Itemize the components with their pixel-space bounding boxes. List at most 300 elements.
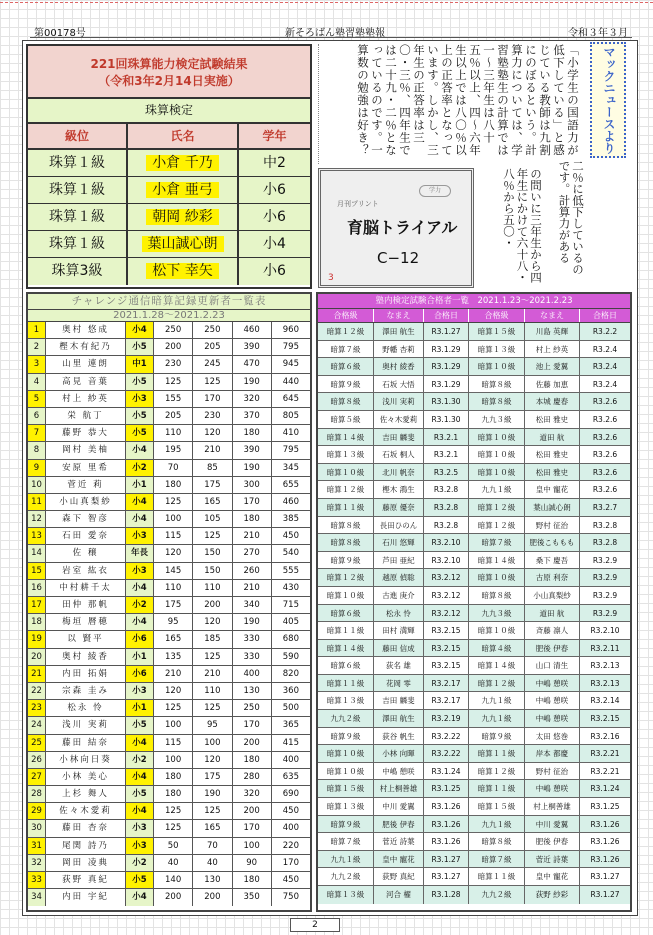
pass-level-2: 暗算１２級 (469, 499, 525, 516)
row-number: 30 (28, 820, 46, 836)
pass-level-2: 九九１級 (469, 710, 525, 727)
score-2: 105 (193, 511, 232, 527)
score-2: 165 (193, 820, 232, 836)
passer-name-2: 葉山誠心朗 (525, 499, 580, 516)
pass-date: R3.2.1 (424, 446, 469, 463)
pass-level: 暗算６級 (318, 358, 374, 375)
pass-level-2: 暗算１４級 (469, 552, 525, 569)
score-3: 180 (233, 425, 272, 441)
school-year: 小2 (126, 460, 154, 476)
pass-date: R3.1.30 (424, 393, 469, 410)
challenge-row (28, 339, 310, 356)
challenge-row (28, 408, 310, 425)
score-3: 250 (233, 700, 272, 716)
score-3: 180 (233, 511, 272, 527)
row-number: 5 (28, 391, 46, 407)
passer-name: 藤原 優奈 (374, 499, 424, 516)
pass-level: 暗算８級 (318, 393, 374, 410)
score-total: 345 (272, 460, 310, 476)
passer-name-2: 中嶋 憩咲 (525, 710, 580, 727)
row-number: 2 (28, 339, 46, 355)
row-number: 7 (28, 425, 46, 441)
passer-name: 長田ひのん (374, 517, 424, 534)
pass-date-2: R3.2.8 (580, 534, 630, 551)
passer-name: 澤田 航生 (374, 710, 424, 727)
score-total: 715 (272, 597, 310, 613)
challenge-row (28, 752, 310, 769)
challenge-row (28, 460, 310, 477)
score-3: 390 (233, 442, 272, 458)
score-total: 820 (272, 666, 310, 682)
score-3: 320 (233, 391, 272, 407)
newsletter-title: 新そろばん塾習塾塾報 (285, 28, 385, 39)
pass-date-2: R3.2.21 (580, 763, 630, 780)
score-2: 150 (193, 563, 232, 579)
pass-level-2: 暗算１１級 (469, 868, 525, 885)
pass-level-2: 暗算１０級 (469, 569, 525, 586)
passers-header-row (318, 309, 630, 323)
score-3: 180 (233, 872, 272, 888)
student-name: 朝岡 紗彩 (146, 209, 218, 225)
pass-level: 暗算６級 (318, 605, 374, 622)
student-name: 岡村 美柚 (46, 442, 126, 458)
pass-date: R3.1.30 (424, 411, 469, 428)
score-total: 450 (272, 528, 310, 544)
score-2: 110 (193, 580, 232, 596)
passer-name-2: 小山真梨紗 (525, 587, 580, 604)
pass-level-2: 暗算１０級 (469, 429, 525, 446)
pass-date: R3.2.8 (424, 499, 469, 516)
row-number: 1 (28, 322, 46, 338)
pass-date: R3.2.10 (424, 552, 469, 569)
pass-date-2: R3.1.27 (580, 868, 630, 885)
challenge-dates: 2021.1.28〜2021.2.23 (28, 310, 310, 322)
pass-level: 暗算１２級 (318, 481, 374, 498)
pass-level: 暗算１３級 (318, 692, 374, 709)
score-2: 245 (193, 356, 232, 372)
passer-name-2: 山口 清生 (525, 657, 580, 674)
passer-name: 中川 愛翼 (374, 798, 424, 815)
row-number: 9 (28, 460, 46, 476)
pass-level-2: 暗算８級 (469, 833, 525, 850)
score-total: 415 (272, 735, 310, 751)
row-number: 33 (28, 872, 46, 888)
exam-date: （令和3年2月14日実施） (98, 74, 240, 88)
passer-name-2: 桑下 慶吾 (525, 552, 580, 569)
score-3: 260 (233, 563, 272, 579)
score-2: 190 (193, 786, 232, 802)
passer-name-2: 古原 利奈 (525, 569, 580, 586)
pass-date-2: R3.1.25 (580, 798, 630, 815)
score-1: 165 (154, 631, 193, 647)
score-1: 100 (154, 752, 193, 768)
pass-date: R3.2.8 (424, 517, 469, 534)
print-card-code: C−12 (377, 249, 420, 267)
row-number: 6 (28, 408, 46, 424)
news-badge: マックニュースより (590, 42, 626, 158)
col-date: 合格日 (424, 309, 469, 322)
score-1: 110 (154, 580, 193, 596)
row-number: 25 (28, 735, 46, 751)
score-3: 320 (233, 786, 272, 802)
passer-name-2: 松田 雅史 (525, 464, 580, 481)
pass-date-2: R3.2.11 (580, 640, 630, 657)
passer-row (318, 341, 630, 359)
pass-date: R3.2.12 (424, 605, 469, 622)
passer-name: 吉田 麟斐 (374, 692, 424, 709)
student-name: 高見 音葉 (46, 374, 126, 390)
passer-name: 石坂 大悟 (374, 376, 424, 393)
score-1: 115 (154, 528, 193, 544)
score-2: 200 (193, 597, 232, 613)
passer-row (318, 833, 630, 851)
score-total: 400 (272, 820, 310, 836)
school-year: 小4 (126, 769, 154, 785)
passer-name-2: 中川 愛翼 (525, 816, 580, 833)
student-name: 梅垣 暦穂 (46, 614, 126, 630)
pass-date-2: R3.2.6 (580, 464, 630, 481)
student-name: 葉山誠心朗 (142, 236, 224, 252)
exam-result-row (28, 204, 310, 231)
passer-name: 花岡 零 (374, 675, 424, 692)
row-number: 23 (28, 700, 46, 716)
passer-name-2: 村上 紗英 (525, 341, 580, 358)
pass-level: 暗算１０級 (318, 464, 374, 481)
challenge-row (28, 769, 310, 786)
pass-level-2: 暗算１５級 (469, 798, 525, 815)
score-total: 645 (272, 391, 310, 407)
pass-level: 暗算１０級 (318, 745, 374, 762)
pass-date-2: R3.2.9 (580, 587, 630, 604)
score-1: 125 (154, 803, 193, 819)
challenge-row (28, 494, 310, 511)
challenge-row (28, 322, 310, 339)
row-number: 21 (28, 666, 46, 682)
print-card-label: 月刊プリント (337, 200, 379, 208)
score-2: 70 (193, 838, 232, 854)
score-2: 40 (193, 855, 232, 871)
print-card-name: 育脳トライアル (347, 218, 458, 237)
student-name: 内田 宇紀 (46, 889, 126, 906)
school-year: 小5 (126, 425, 154, 441)
pass-date-2: R3.1.26 (580, 816, 630, 833)
row-number: 10 (28, 477, 46, 493)
score-3: 330 (233, 649, 272, 665)
pass-date: R3.1.29 (424, 358, 469, 375)
score-total: 430 (272, 580, 310, 596)
row-number: 28 (28, 786, 46, 802)
passer-row (318, 534, 630, 552)
row-number: 16 (28, 580, 46, 596)
school-year: 小4 (126, 511, 154, 527)
pass-level-2: 暗算１１級 (469, 780, 525, 797)
score-1: 40 (154, 855, 193, 871)
print-card-tag: 学力 (419, 185, 451, 197)
pass-level: 暗算１３級 (318, 446, 374, 463)
exam-result-row (28, 177, 310, 204)
issue-date: 令和３年３月 (568, 28, 628, 39)
student-name: 浅川 実莉 (46, 717, 126, 733)
exam-grade: 珠算１級 (28, 204, 128, 230)
pass-level: 暗算１１級 (318, 675, 374, 692)
score-3: 130 (233, 683, 272, 699)
pass-date-2: R3.1.24 (580, 780, 630, 797)
challenge-row (28, 391, 310, 408)
newsletter-header (30, 22, 632, 38)
student-name: 小山真梨紗 (46, 494, 126, 510)
score-total: 460 (272, 494, 310, 510)
challenge-row (28, 580, 310, 597)
col-level: 合格級 (318, 309, 374, 322)
score-1: 180 (154, 769, 193, 785)
pass-level-2: 暗算８級 (469, 393, 525, 410)
score-3: 170 (233, 717, 272, 733)
news-column-text-lower: の問いに三年生から四年生にかけて六十八・八％から五〇・ (502, 168, 543, 283)
passer-row (318, 780, 630, 798)
exam-name-cell (128, 177, 239, 203)
school-year: 小4 (126, 322, 154, 338)
exam-result-row (28, 258, 310, 285)
challenge-row (28, 855, 310, 872)
student-name: 小林向日葵 (46, 752, 126, 768)
score-1: 125 (154, 700, 193, 716)
student-name: 村上 紗英 (46, 391, 126, 407)
passer-name: 奥村 綾香 (374, 358, 424, 375)
row-number: 15 (28, 563, 46, 579)
issue-number: 第00178号 (34, 28, 86, 39)
student-name: 松永 怜 (46, 700, 126, 716)
pass-date-2: R3.2.6 (580, 429, 630, 446)
score-1: 200 (154, 339, 193, 355)
pass-level: 暗算１１級 (318, 499, 374, 516)
school-year: 小3 (126, 391, 154, 407)
passer-row (318, 728, 630, 746)
exam-result-row (28, 150, 310, 177)
passer-name: 越原 偵聡 (374, 569, 424, 586)
pass-level-2: 暗算８級 (469, 587, 525, 604)
pass-date-2: R3.2.7 (580, 499, 630, 516)
school-year: 小4 (126, 735, 154, 751)
school-year: 小1 (126, 700, 154, 716)
score-3: 170 (233, 820, 272, 836)
passer-row (318, 429, 630, 447)
print-card-image (318, 168, 474, 288)
row-number: 34 (28, 889, 46, 906)
passer-name: 田村 満輝 (374, 622, 424, 639)
school-year: 小4 (126, 442, 154, 458)
score-total: 365 (272, 717, 310, 733)
pass-date: R3.1.27 (424, 868, 469, 885)
passer-row (318, 569, 630, 587)
student-name: 内田 拓娟 (46, 666, 126, 682)
student-name: 小林 美心 (46, 769, 126, 785)
pass-date-2: R3.2.15 (580, 710, 630, 727)
pass-level-2: 暗算１２級 (469, 763, 525, 780)
row-number: 22 (28, 683, 46, 699)
passer-name-2: 道田 航 (525, 429, 580, 446)
passer-row (318, 464, 630, 482)
passer-name-2: 道田 航 (525, 605, 580, 622)
pass-date: R3.1.27 (424, 851, 469, 868)
challenge-row (28, 872, 310, 889)
exam-section: 珠算検定 (28, 99, 310, 124)
exam-grade: 珠算3級 (28, 258, 128, 285)
score-2: 175 (193, 477, 232, 493)
score-total: 500 (272, 700, 310, 716)
score-2: 250 (193, 322, 232, 338)
challenge-row (28, 649, 310, 666)
pass-date: R3.2.10 (424, 534, 469, 551)
col-name-2: なまえ (525, 309, 580, 322)
score-2: 120 (193, 425, 232, 441)
score-2: 125 (193, 528, 232, 544)
score-2: 120 (193, 614, 232, 630)
score-1: 230 (154, 356, 193, 372)
pass-level: 九九１級 (318, 851, 374, 868)
col-date-2: 合格日 (593, 311, 617, 320)
pass-date: R3.2.1 (424, 429, 469, 446)
score-2: 125 (193, 803, 232, 819)
passer-row (318, 692, 630, 710)
passer-row (318, 745, 630, 763)
challenge-row (28, 631, 310, 648)
pass-level: 暗算１３級 (318, 798, 374, 815)
pass-date: R3.2.15 (424, 657, 469, 674)
score-2: 230 (193, 408, 232, 424)
row-number: 14 (28, 545, 46, 561)
score-3: 180 (233, 752, 272, 768)
pass-level-2: 九九１級 (469, 481, 525, 498)
col-year: 学年 (262, 129, 287, 143)
row-number: 12 (28, 511, 46, 527)
pass-date-2: R3.2.4 (580, 341, 630, 358)
score-3: 330 (233, 631, 272, 647)
col-name: 氏名 (128, 124, 239, 148)
row-number: 17 (28, 597, 46, 613)
score-1: 205 (154, 408, 193, 424)
pass-date-2: R3.2.6 (580, 393, 630, 410)
pass-level: 暗算５級 (318, 411, 374, 428)
passer-name: 荻谷 帆生 (374, 728, 424, 745)
passer-name-2: 村上桐善雄 (525, 798, 580, 815)
passer-name-2: 中嶋 憩咲 (525, 780, 580, 797)
student-name: 佐 穣 (46, 545, 126, 561)
row-number: 31 (28, 838, 46, 854)
pass-date-2: R3.2.9 (580, 552, 630, 569)
score-total: 805 (272, 408, 310, 424)
exam-year: 小6 (263, 182, 286, 198)
pass-level: 暗算１０級 (318, 763, 374, 780)
pass-level-2: 暗算１０級 (469, 446, 525, 463)
score-total: 400 (272, 752, 310, 768)
student-name: 奥村 綾香 (46, 649, 126, 665)
page-number: 2 (290, 918, 340, 932)
pass-date: R3.2.17 (424, 692, 469, 709)
score-3: 100 (233, 838, 272, 854)
passer-row (318, 411, 630, 429)
pass-level: 暗算７級 (318, 833, 374, 850)
pass-date: R3.1.26 (424, 833, 469, 850)
student-name: 樫木有紀乃 (46, 339, 126, 355)
exam-result-row (28, 231, 310, 258)
passer-name-2: 肥後 伊春 (525, 640, 580, 657)
student-name: 小倉 千乃 (146, 155, 218, 171)
top-dashed-line (0, 2, 653, 3)
score-total: 795 (272, 442, 310, 458)
pass-level: 暗算９級 (318, 816, 374, 833)
pass-date-2: R3.2.10 (580, 622, 630, 639)
pass-level-2: 暗算１３級 (469, 341, 525, 358)
passer-name-2: 岸本 都慶 (525, 745, 580, 762)
pass-date: R3.1.27 (424, 323, 469, 340)
passer-name: 吉田 麟斐 (374, 429, 424, 446)
passer-row (318, 323, 630, 341)
row-number: 32 (28, 855, 46, 871)
challenge-row (28, 735, 310, 752)
pass-date-2: R3.2.9 (580, 605, 630, 622)
score-total: 690 (272, 786, 310, 802)
score-total: 405 (272, 614, 310, 630)
pass-level-2: 暗算７級 (469, 851, 525, 868)
passer-row (318, 886, 630, 904)
pass-level: 九九２級 (318, 868, 374, 885)
pass-level-2: 暗算１０級 (469, 358, 525, 375)
score-total: 450 (272, 803, 310, 819)
school-year: 小4 (126, 889, 154, 906)
score-total: 680 (272, 631, 310, 647)
score-2: 175 (193, 769, 232, 785)
score-3: 370 (233, 408, 272, 424)
passer-row (318, 358, 630, 376)
passer-row (318, 376, 630, 394)
pass-level-2: 暗算１２級 (469, 517, 525, 534)
score-1: 175 (154, 597, 193, 613)
passer-row (318, 657, 630, 675)
pass-level-2: 九九３級 (469, 411, 525, 428)
exam-name-cell (128, 150, 239, 176)
school-year: 小3 (126, 838, 154, 854)
exam-year: 小6 (263, 263, 286, 279)
score-2: 120 (193, 752, 232, 768)
passer-row (318, 710, 630, 728)
exam-grade: 珠算１級 (28, 177, 128, 203)
score-2: 205 (193, 339, 232, 355)
score-3: 340 (233, 597, 272, 613)
passer-name: 古進 庚介 (374, 587, 424, 604)
pass-date: R3.2.19 (424, 710, 469, 727)
pass-date-2: R3.2.6 (580, 446, 630, 463)
pass-level-2: 暗算１４級 (469, 657, 525, 674)
school-year: 小5 (126, 339, 154, 355)
score-1: 125 (154, 494, 193, 510)
pass-date: R3.2.22 (424, 745, 469, 762)
pass-level: 暗算９級 (318, 728, 374, 745)
school-year: 小4 (126, 614, 154, 630)
challenge-row (28, 820, 310, 837)
pass-date: R3.1.29 (424, 341, 469, 358)
pass-level-2: 暗算８級 (469, 376, 525, 393)
pass-date-2: R3.1.26 (580, 833, 630, 850)
row-number: 13 (28, 528, 46, 544)
student-name: 佐々木愛莉 (46, 803, 126, 819)
pass-level: 暗算１３級 (318, 886, 374, 904)
pass-date-2: R3.2.9 (580, 569, 630, 586)
row-number: 4 (28, 374, 46, 390)
score-3: 300 (233, 477, 272, 493)
pass-level: 暗算８級 (318, 517, 374, 534)
passer-name-2: 太田 悠巻 (525, 728, 580, 745)
student-name: 荻野 真紀 (46, 872, 126, 888)
